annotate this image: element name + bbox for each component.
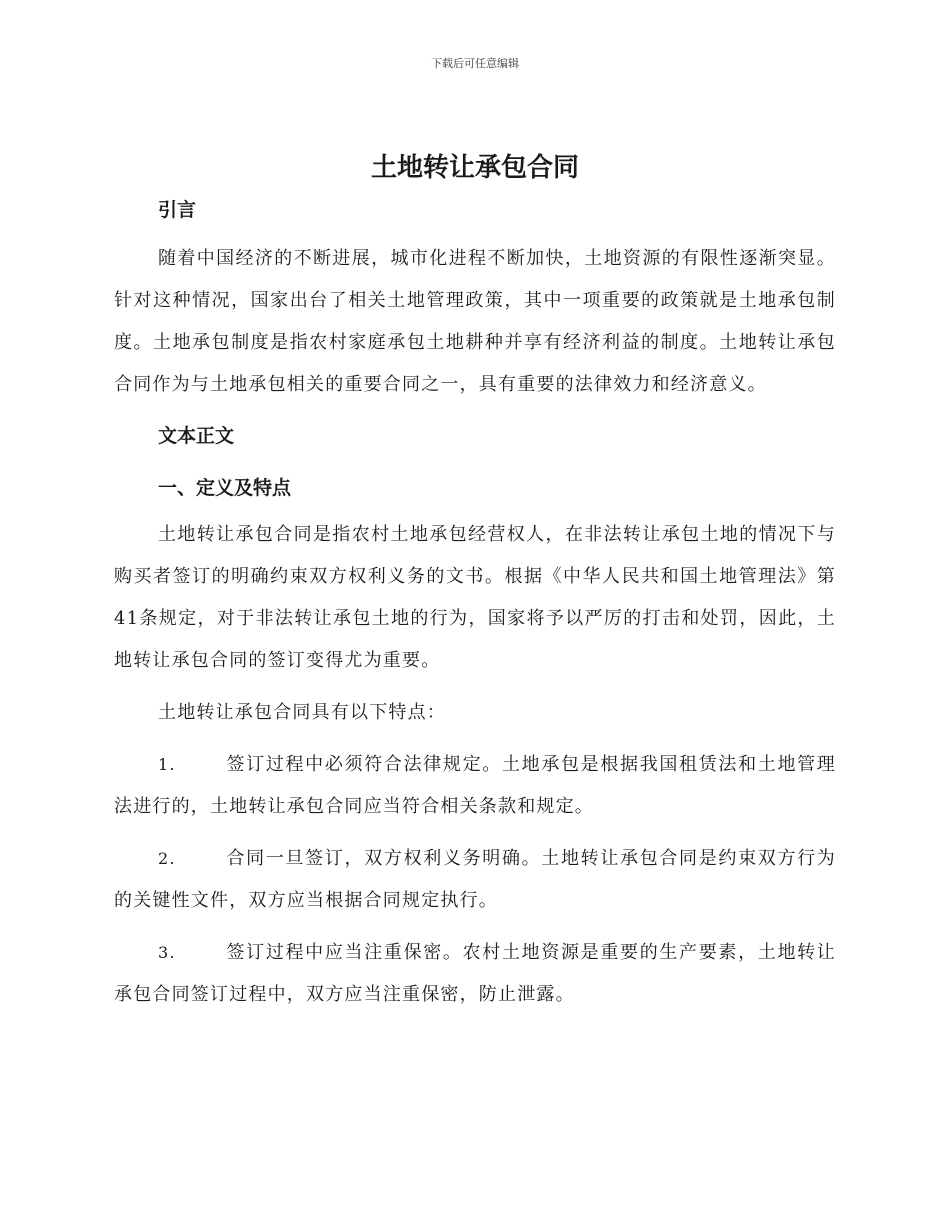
intro-heading: 引言 xyxy=(158,199,197,221)
feature-text: 签订过程中必须符合法律规定。土地承包是根据我国租赁法和土地管理法进行的，土地转让承包合同应当符合相关条款和规定。 xyxy=(114,754,836,817)
section-one-heading: 一、定义及特点 xyxy=(158,477,292,499)
feature-number: 3. xyxy=(158,943,176,962)
body-heading: 文本正文 xyxy=(158,425,235,447)
feature-text: 签订过程中应当注重保密。农村土地资源是重要的生产要素，土地转让承包合同签订过程中，双方应当注重保密，防止泄露。 xyxy=(114,942,836,1005)
document-body xyxy=(114,148,836,1016)
intro-paragraph: 随着中国经济的不断进展，城市化进程不断加快，土地资源的有限性逐渐突显。针对这种情况，国家出台了相关土地管理政策，其中一项重要的政策就是土地承包制度。土地承包制度是指农村家庭承包土地耕种并享有经济利益的制度。土地转让承包合同作为与土地承包相关的重要合同之一，具有重要的法律效力和经济意义。 xyxy=(114,248,836,395)
document-title: 土地转让承包合同 xyxy=(370,153,579,183)
page-header-note: 下载后可任意编辑 xyxy=(431,57,519,70)
features-intro: 土地转让承包合同具有以下特点： xyxy=(158,702,446,723)
feature-item-1 xyxy=(114,744,836,828)
feature-item-2 xyxy=(114,838,836,922)
feature-text: 合同一旦签订，双方权利义务明确。土地转让承包合同是约束双方行为的关键性文件，双方应当根据合同规定执行。 xyxy=(114,848,836,911)
feature-item-3 xyxy=(114,932,836,1016)
feature-number: 1. xyxy=(158,755,176,774)
feature-number: 2. xyxy=(158,849,176,868)
section-one-paragraph: 土地转让承包合同是指农村土地承包经营权人，在非法转让承包土地的情况下与购买者签订的明确约束双方权利义务的文书。根据《中华人民共和国土地管理法》第41条规定，对于非法转让承包土地的行为，国家将予以严厉的打击和处罚，因此，土地转让承包合同的签订变得尤为重要。 xyxy=(114,524,836,671)
